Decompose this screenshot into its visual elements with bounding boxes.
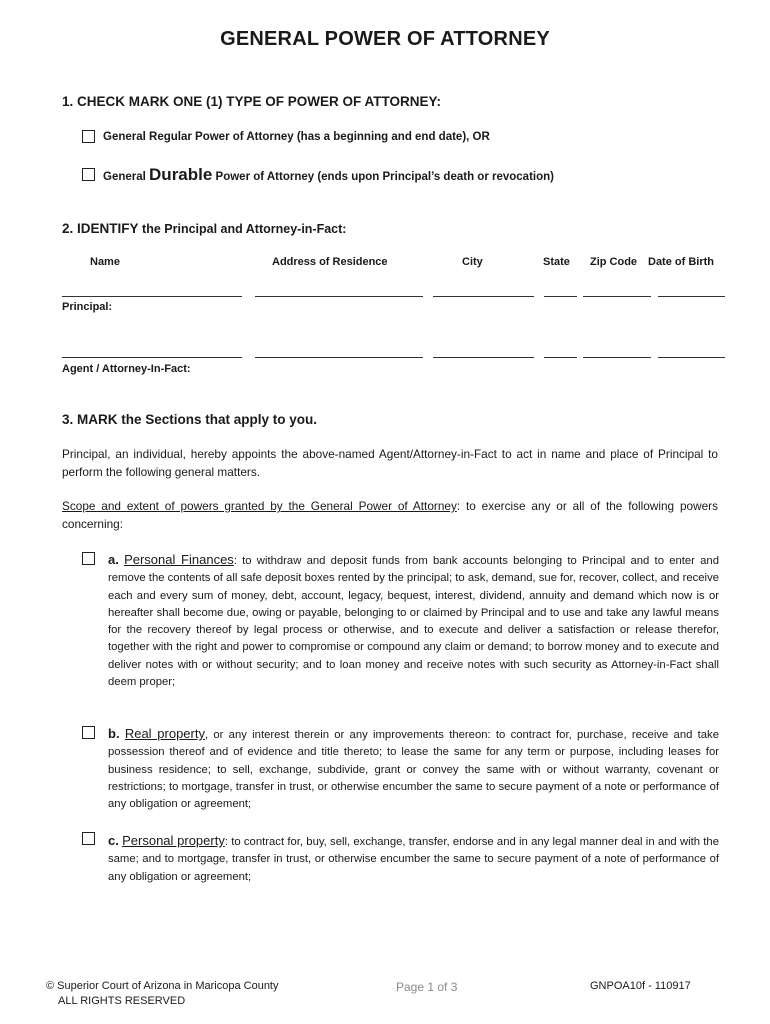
col-name: Name [90, 256, 120, 268]
personal-property-checkbox[interactable] [82, 832, 95, 845]
col-zip: Zip Code [590, 256, 638, 268]
agent-zip-field[interactable] [583, 357, 651, 358]
principal-zip-field[interactable] [583, 296, 651, 297]
personal-finances-checkbox[interactable] [82, 552, 95, 565]
durable-emphasis: Durable [149, 165, 213, 184]
copyright-line-2: ALL RIGHTS RESERVED [58, 995, 186, 1007]
personal-property-section [108, 832, 719, 886]
page-number: Page 1 of 3 [396, 980, 458, 994]
item-c-name: Personal property [122, 833, 225, 848]
scope-rest: : to exercise any or all of the following powers concerning: [62, 499, 718, 531]
principal-city-field[interactable] [433, 296, 534, 297]
document-title: GENERAL POWER OF ATTORNEY [220, 28, 550, 50]
durable-poa-checkbox[interactable] [82, 168, 95, 181]
form-code: GNPOA10f - 110917 [590, 980, 691, 992]
col-state: State [543, 256, 570, 268]
scope-paragraph [62, 498, 718, 533]
appointment-paragraph: Principal, an individual, hereby appoints the above-named Agent/Attorney-in-Fact to act in name and place of Principal to perform the following general matters. [62, 447, 718, 479]
real-property-checkbox[interactable] [82, 726, 95, 739]
col-dob: Date of Birth [648, 256, 714, 268]
agent-city-field[interactable] [433, 357, 534, 358]
footer-copyright [46, 979, 279, 1009]
item-b-text: , or any interest therein or any improvements thereon: to contract for, purchase, receive and take possession thereof and of evidence and title thereto; to lease the same for any term or purpose, including leases for business residence; to sell, exchange, subdivide, grant or convey the same with or without warranty, covenant or restrictions; to mortgage, transfer in trust, or otherwise encumber the same to secure payment of a note or performance of any obligation or agreement; [108, 729, 719, 811]
item-b-letter: b. [108, 726, 120, 741]
regular-poa-checkbox[interactable] [82, 130, 95, 143]
section-2-heading-bold: 2. IDENTIFY [62, 221, 139, 236]
section-1-heading: 1. CHECK MARK ONE (1) TYPE OF POWER OF ATTORNEY: [62, 94, 442, 109]
item-a-letter: a. [108, 552, 119, 567]
agent-label: Agent / Attorney-In-Fact: [62, 363, 191, 375]
durable-prefix: General [103, 171, 146, 183]
agent-address-field[interactable] [255, 357, 423, 358]
item-b-name: Real property [124, 726, 205, 741]
section-2-heading [62, 221, 346, 236]
section-3-heading-bold: 3. MARK [62, 412, 118, 427]
real-property-section [108, 725, 719, 813]
section-3-heading-rest: the Sections that apply to you. [121, 412, 318, 427]
principal-name-field[interactable] [62, 296, 242, 297]
durable-suffix: Power of Attorney (ends upon Principal’s death or revocation) [215, 171, 554, 183]
item-c-letter: c. [108, 833, 119, 848]
agent-state-field[interactable] [544, 357, 577, 358]
principal-dob-field[interactable] [658, 296, 725, 297]
section-3-heading [62, 412, 317, 427]
section-2-heading-rest: the Principal and Attorney-in-Fact: [142, 222, 347, 236]
principal-label: Principal: [62, 301, 113, 313]
col-city: City [462, 256, 483, 268]
agent-dob-field[interactable] [658, 357, 725, 358]
principal-address-field[interactable] [255, 296, 423, 297]
scope-underlined: Scope and extent of powers granted by the General Power of Attorney [62, 499, 457, 513]
item-a-text: : to withdraw and deposit funds from bank accounts belonging to Principal and to enter and remove the contents of all safe deposit boxes rented by the principal; to ask, demand, sue for, recover, collect, and receive each and every sum of money, debt, account, legacy, bequest, interest, dividend, annuity and demand which now is or hereafter shall become due, owing or payable, belonging to or claimed by Principal and to use and take any lawful means for the recovery thereof by legal process or otherwise, and to execute and deliver a satisfaction or release therefor, together with the right and power to compromise or compound any claim or demand; to borrow money and to execute and deliver notes with or without security; and to loan money and receive notes with such security as Attorney-in-Fact shall deem proper; [108, 555, 720, 689]
copyright-line-1: © Superior Court of Arizona in Maricopa County [46, 980, 279, 992]
agent-name-field[interactable] [62, 357, 242, 358]
col-address: Address of Residence [272, 256, 388, 268]
item-c-text: : to contract for, buy, sell, exchange, transfer, endorse and in any legal manner deal in and with the same; and to mortgage, transfer in trust, or otherwise encumber the same to secure payment of a note of performance of any obligation or agreement; [108, 836, 719, 883]
regular-poa-label: General Regular Power of Attorney (has a beginning and end date), OR [103, 131, 490, 143]
durable-poa-label [103, 165, 554, 185]
personal-finances-section [108, 551, 719, 691]
item-a-name: Personal Finances [124, 552, 234, 567]
principal-state-field[interactable] [544, 296, 577, 297]
